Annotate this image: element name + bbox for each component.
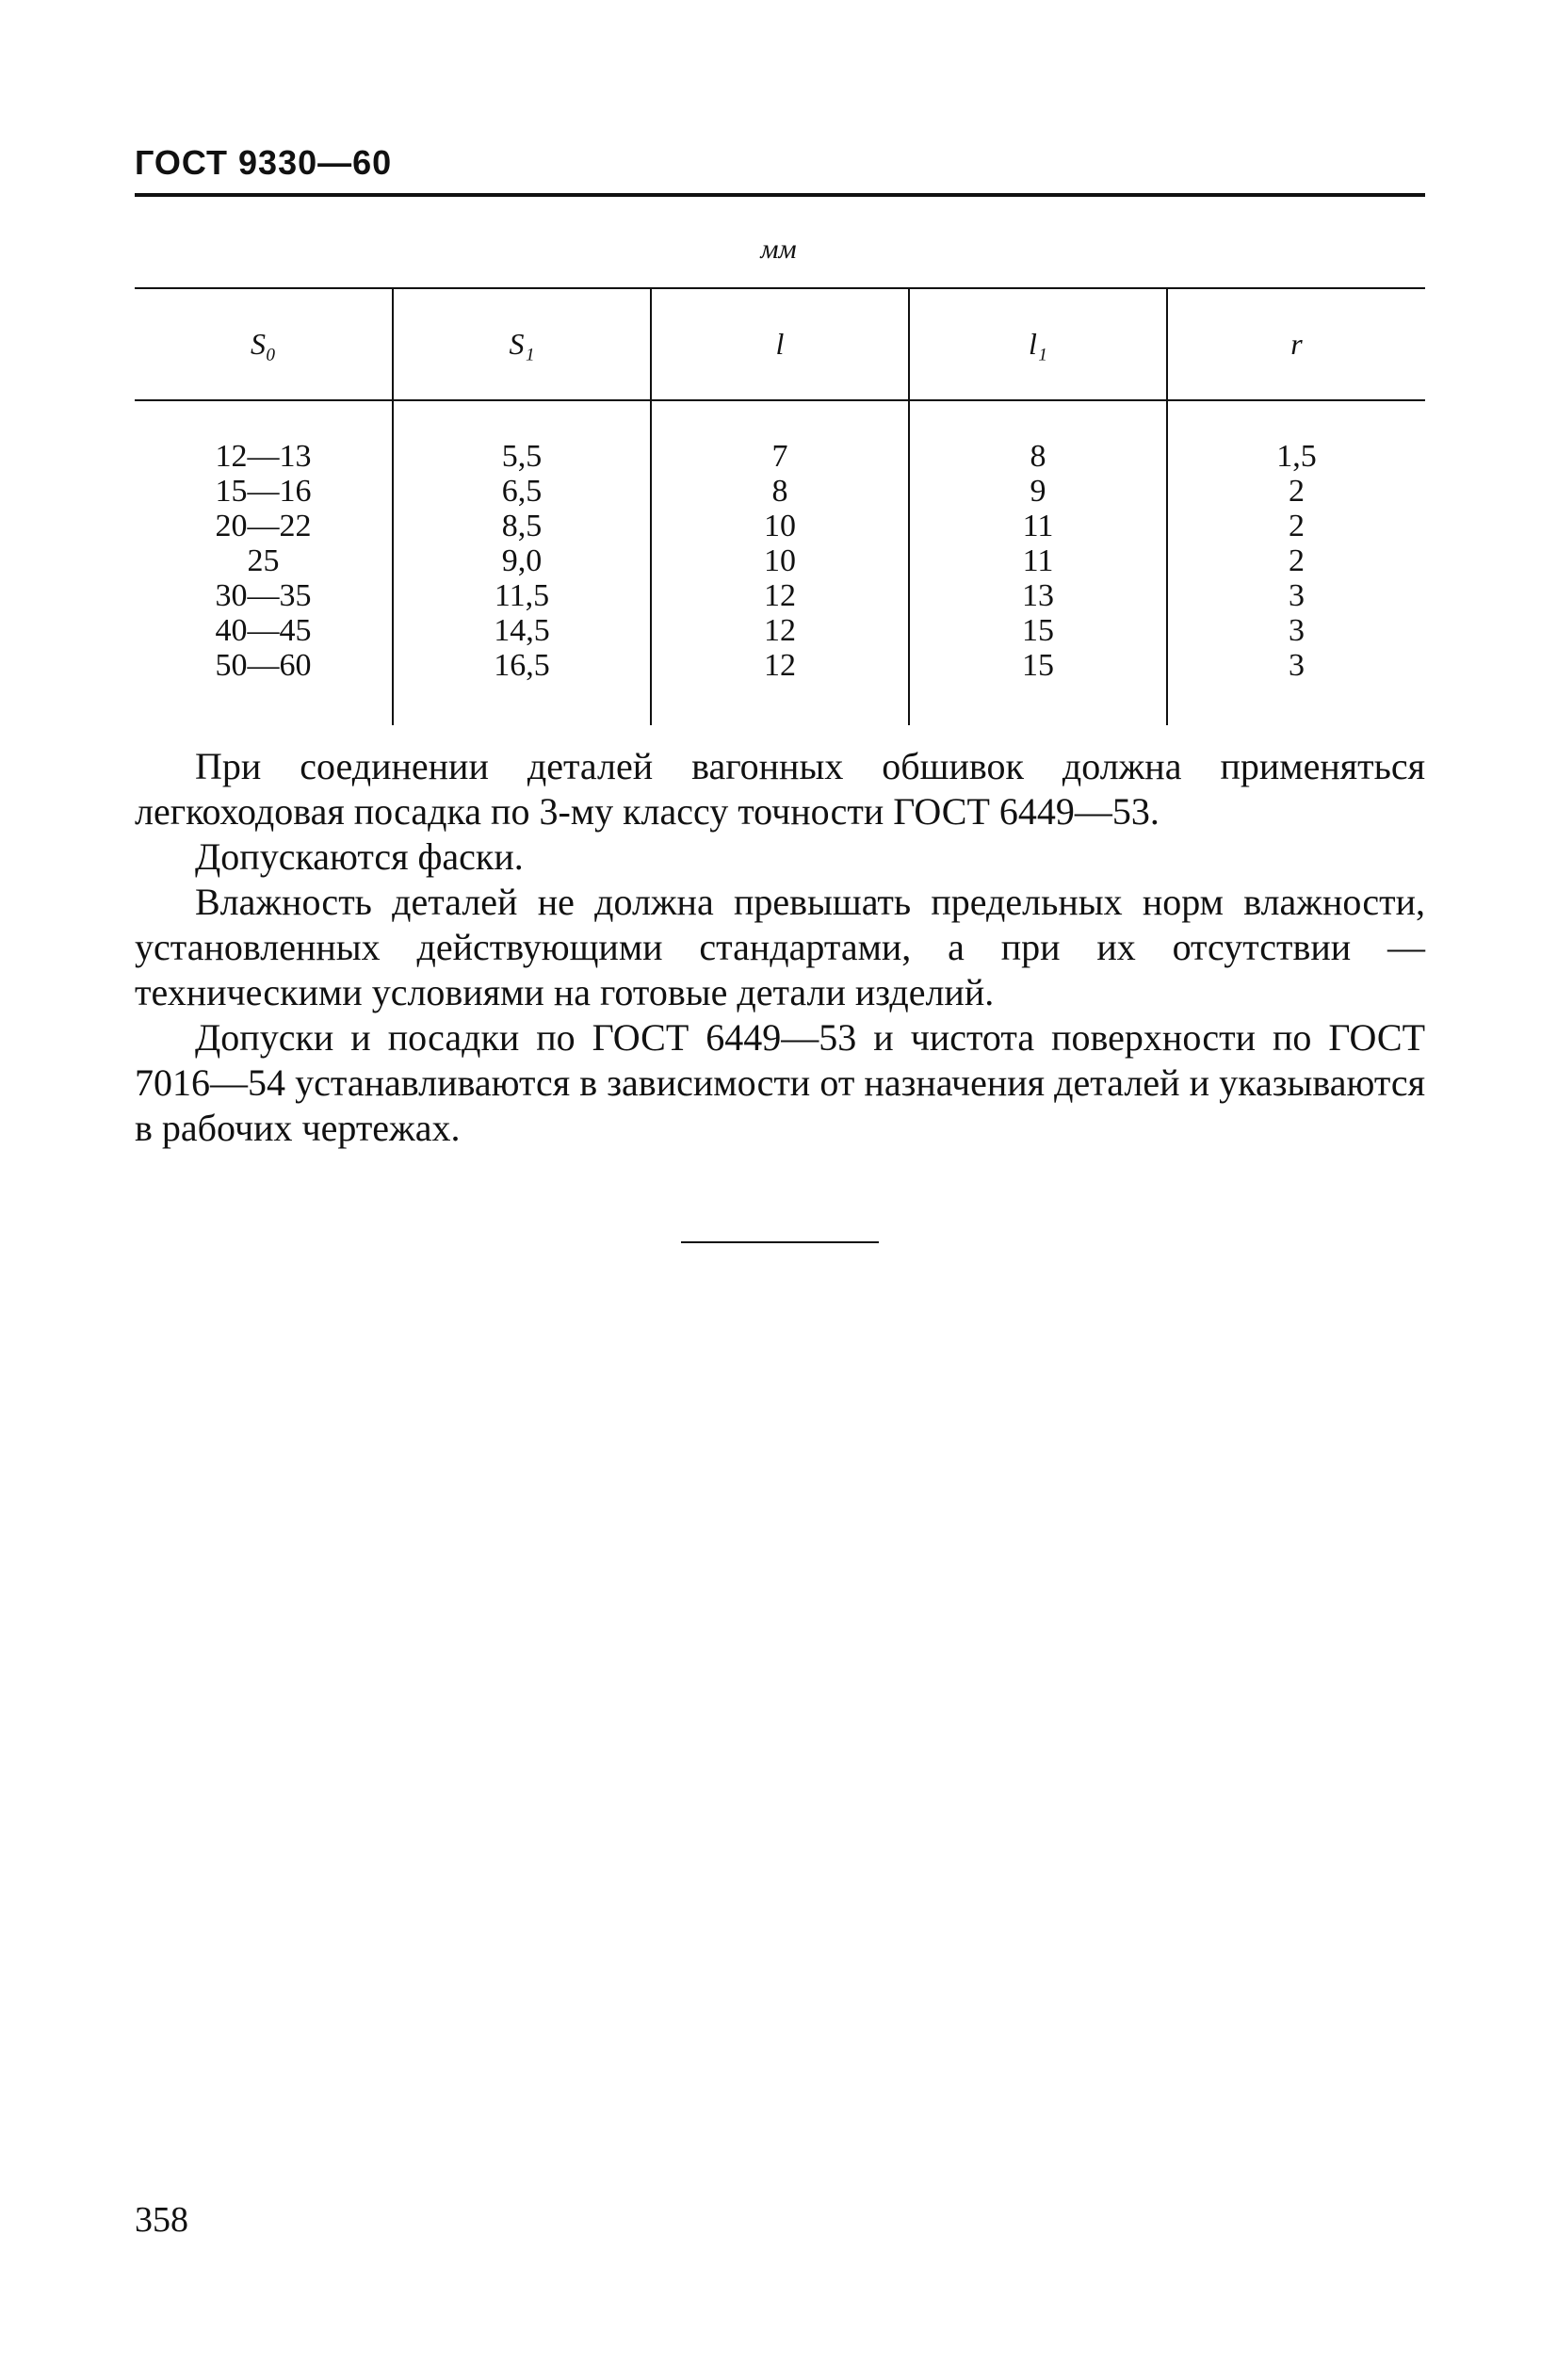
table-cell: 20—22 (215, 509, 312, 543)
table-cell: 9 (909, 474, 1167, 509)
table-row (135, 509, 1425, 543)
table-cell: 8 (651, 474, 909, 509)
table-cell: 1,5 (1167, 400, 1425, 474)
table-cell: 12 (651, 578, 909, 613)
table-cell: 10 (651, 543, 909, 578)
table-cell: 40—45 (215, 613, 312, 648)
column-header-s1: S₁ (393, 288, 651, 400)
section-end-rule (681, 1241, 879, 1243)
table-header-row (135, 288, 1425, 400)
table-cell: 3 (1167, 578, 1425, 613)
table-row (135, 474, 1425, 509)
table-cell: 8 (909, 400, 1167, 474)
table-row (135, 400, 1425, 474)
header-rule (135, 193, 1425, 197)
table-cell: 10 (651, 509, 909, 543)
table-cell: 5,5 (393, 400, 651, 474)
table-cell: 2 (1167, 543, 1425, 578)
table-cell: 14,5 (393, 613, 651, 648)
table-cell: 7 (651, 400, 909, 474)
table-cell: 11,5 (393, 578, 651, 613)
table-row (135, 648, 1425, 725)
page-number: 358 (135, 2200, 188, 2240)
column-header-l: l (651, 288, 909, 400)
table-cell: 25 (247, 543, 280, 578)
paragraph-moisture: Влажность деталей не должна превышать предельных норм влажности, установленных действующими стандартами, а при их отсутствии — техническими условиями на готовые детали изделий. (135, 881, 1425, 1013)
table-cell: 50—60 (215, 648, 312, 683)
table-row (135, 578, 1425, 613)
column-header-r: r (1167, 288, 1425, 400)
column-header-s0: S₀ (135, 288, 393, 400)
table-cell: 30—35 (215, 578, 312, 613)
table-cell: 15 (909, 648, 1167, 725)
table-cell: 6,5 (393, 474, 651, 509)
table-cell: 8,5 (393, 509, 651, 543)
table-cell: 11 (909, 543, 1167, 578)
dimensions-table (135, 287, 1425, 725)
body-text (135, 744, 1425, 1151)
page-header-standard: ГОСТ 9330—60 (135, 143, 393, 182)
table-row (135, 613, 1425, 648)
table-row (135, 543, 1425, 578)
table-cell: 15 (909, 613, 1167, 648)
table-cell: 13 (909, 578, 1167, 613)
column-header-l1: l₁ (909, 288, 1167, 400)
paragraph-fitting: При соединении деталей вагонных обшивок должна применяться легкоходовая посадка по 3-му классу точности ГОСТ 6449—53. (135, 745, 1425, 833)
table-cell: 12—13 (215, 439, 312, 474)
table-cell: 11 (909, 509, 1167, 543)
table-unit-label: мм (760, 234, 797, 265)
table-cell: 2 (1167, 509, 1425, 543)
table-cell: 2 (1167, 474, 1425, 509)
table-cell: 3 (1167, 613, 1425, 648)
table-cell: 3 (1167, 648, 1425, 725)
table-cell: 16,5 (393, 648, 651, 725)
table-cell: 12 (651, 648, 909, 725)
paragraph-chamfers: Допускаются фаски. (195, 835, 524, 878)
table-cell: 12 (651, 613, 909, 648)
paragraph-tolerances: Допуски и посадки по ГОСТ 6449—53 и чистота поверхности по ГОСТ 7016—54 устанавливаются в зависимости от назначения деталей и указываются в рабочих чертежах. (135, 1016, 1425, 1149)
table-cell: 9,0 (393, 543, 651, 578)
table-cell: 15—16 (215, 474, 312, 509)
